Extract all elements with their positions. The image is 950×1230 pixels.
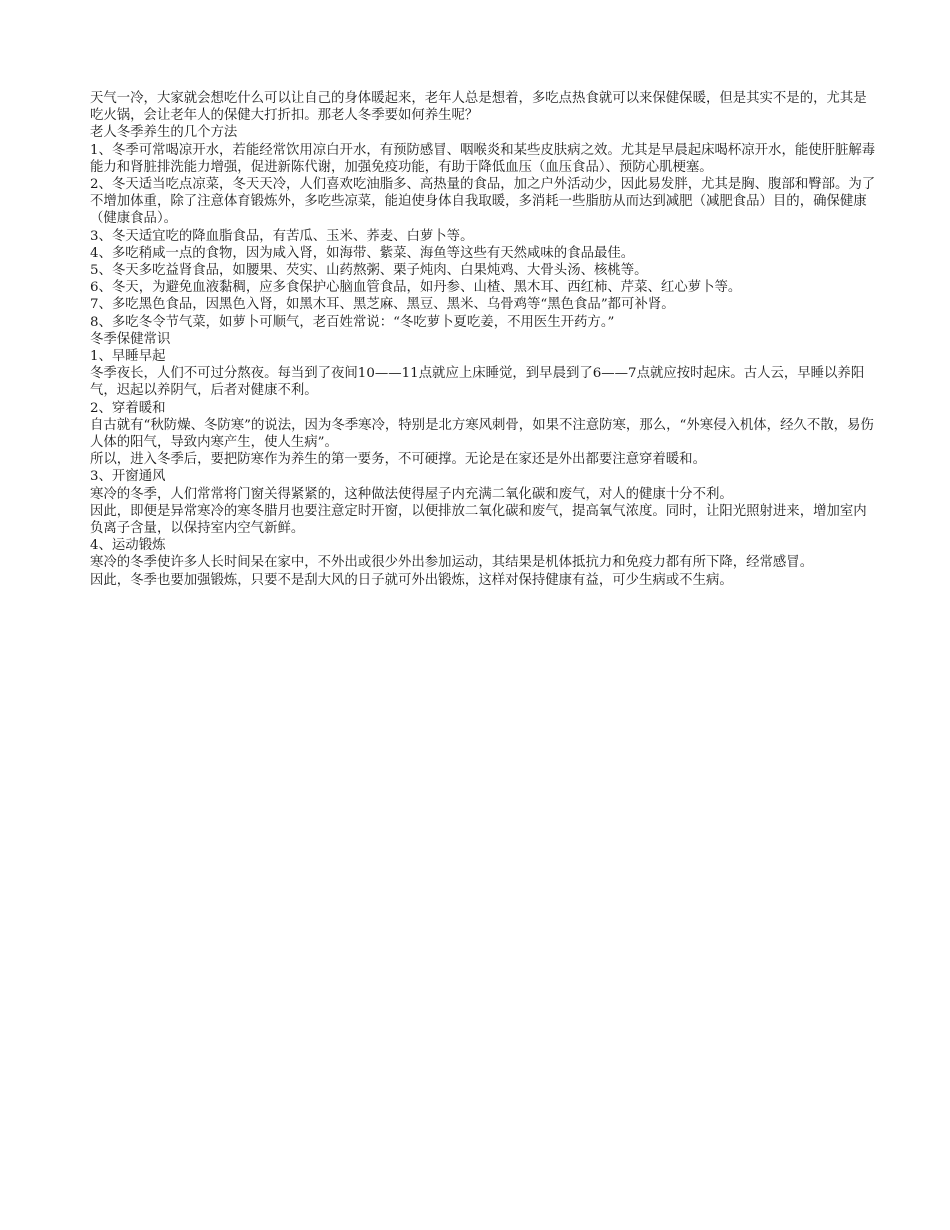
tip-paragraph: 所以，进入冬季后，要把防寒作为养生的第一要务，不可硬撑。无论是在家还是外出都要注意穿着暖和。 (90, 452, 706, 468)
section-heading-tips: 冬季保健常识 (90, 331, 171, 347)
tip-title-4: 4、运动锻炼 (90, 538, 166, 554)
tip-paragraph: 寒冷的冬季，人们常常将门窗关得紧紧的，这种做法使得屋子内充满二氧化碳和废气，对人的健康十分不利。 (90, 486, 733, 502)
intro-paragraph: 天气一冷，大家就会想吃什么可以让自己的身体暖起来，老年人总是想着，多吃点热食就可以来保健保暖，但是其实不是的，尤其是吃火锅，会让老年人的保健大打折扣。那老人冬季要如何养生呢？ (90, 91, 867, 124)
method-item-1: 1、冬季可常喝凉开水，若能经常饮用凉白开水，有预防感冒、咽喉炎和某些皮肤病之效。尤其是早晨起床喝杯凉开水，能使肝脏解毒能力和肾脏排洗能力增强，促进新陈代谢，加强免疫功能，有助于降低血压（血压食品）、预防心肌梗塞。 (90, 142, 876, 175)
method-item-3: 3、冬天适宜吃的降血脂食品，有苦瓜、玉米、荞麦、白萝卜等。 (90, 228, 474, 244)
tip-title-2: 2、穿着暖和 (90, 400, 166, 416)
section-heading-methods: 老人冬季养生的几个方法 (90, 125, 238, 141)
method-item-8: 8、多吃冬令节气菜，如萝卜可顺气，老百姓常说：“冬吃萝卜夏吃姜，不用医生开药方。” (90, 314, 615, 330)
tip-paragraph: 自古就有“秋防燥、冬防寒”的说法，因为冬季寒冷，特别是北方寒风刺骨，如果不注意防寒，那么，“外寒侵入机体，经久不散，易伤人体的阳气，导致内寒产生，使人生病”。 (90, 417, 874, 451)
document-body (90, 90, 880, 589)
tip-paragraph: 因此，冬季也要加强锻炼，只要不是刮大风的日子就可外出锻炼，这样对保持健康有益，可少生病或不生病。 (90, 572, 733, 588)
method-item-5: 5、冬天多吃益肾食品，如腰果、芡实、山药熬粥、栗子炖肉、白果炖鸡、大骨头汤、核桃等。 (90, 263, 648, 279)
method-item-6: 6、冬天，为避免血液黏稠，应多食保护心脑血管食品，如丹参、山楂、黑木耳、西红柿、芹菜、红心萝卜等。 (90, 280, 742, 296)
method-item-2: 2、冬天适当吃点凉菜，冬天天冷，人们喜欢吃油脂多、高热量的食品，加之户外活动少，因此易发胖，尤其是胸、腹部和臀部。为了不增加体重，除了注意体育锻炼外，多吃些凉菜，能迫使身体自我取暖，多消耗一些脂肪从而达到减肥（减肥食品）目的，确保健康（健康食品）。 (90, 177, 876, 227)
method-item-4: 4、多吃稍咸一点的食物，因为咸入肾，如海带、紫菜、海鱼等这些有天然咸味的食品最佳。 (90, 245, 635, 261)
tip-paragraph: 冬季夜长，人们不可过分熬夜。每当到了夜间10——11点就应上床睡觉，到早晨到了6——7点就应按时起床。古人云，早睡以养阳气，迟起以养阴气，后者对健康不利。 (90, 366, 865, 399)
tip-paragraph: 因此，即便是异常寒冷的寒冬腊月也要注意定时开窗，以便排放二氧化碳和废气，提高氧气浓度。同时，让阳光照射进来，增加室内负离子含量，以保持室内空气新鲜。 (90, 503, 867, 537)
tip-title-3: 3、开窗通风 (90, 469, 166, 485)
method-item-7: 7、多吃黑色食品，因黑色入肾，如黑木耳、黑芝麻、黑豆、黑米、乌骨鸡等“黑色食品”都可补肾。 (90, 297, 675, 313)
tip-paragraph: 寒冷的冬季使许多人长时间呆在家中，不外出或很少外出参加运动，其结果是机体抵抗力和免疫力都有所下降，经常感冒。 (90, 555, 814, 571)
tip-title-1: 1、早睡早起 (90, 349, 166, 365)
